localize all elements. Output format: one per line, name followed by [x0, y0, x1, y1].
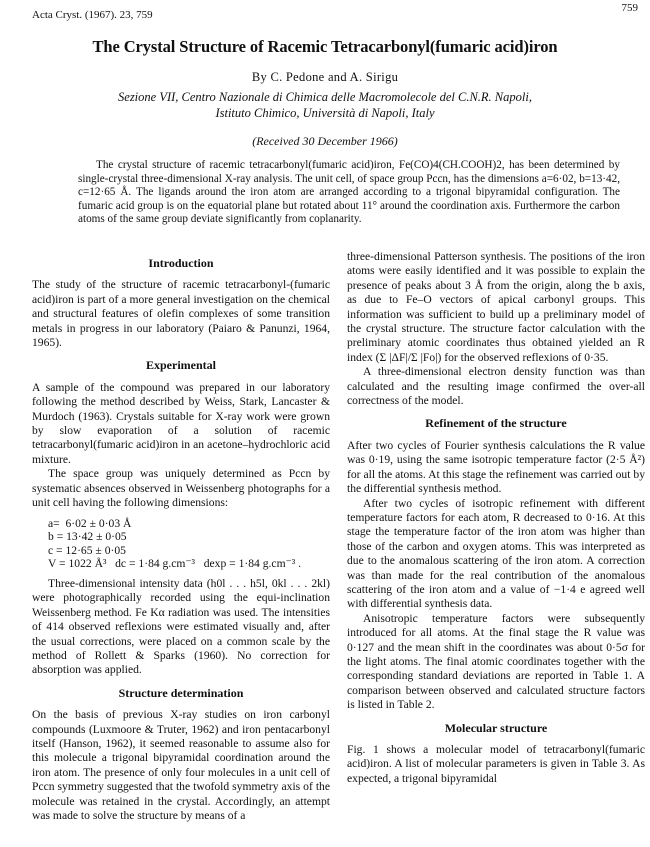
refinement-paragraph-1: After two cycles of Fourier synthesis calculations the R value was 0·19, using the same isotropic temperature factor (2·5 Å²) for all the atoms. At this stage the refinement was carried out by the differential synthesis method.	[347, 438, 645, 496]
journal-reference: Acta Cryst. (1967). 23, 759	[32, 9, 153, 21]
dimension-volume: V = 1022 Å³ dc = 1·84 g.cm⁻³ dexp = 1·84 g.cm⁻³ .	[48, 557, 301, 571]
experimental-heading: Experimental	[146, 358, 216, 373]
page-number: 759	[621, 2, 638, 14]
author-affiliation	[0, 89, 650, 121]
received-date: (Received 30 December 1966)	[252, 134, 398, 148]
experimental-paragraph-3: Three-dimensional intensity data (h0l . . . h5l, 0kl . . . 2kl) were photographically recorded using the equi-inclination Weissenberg method. Fe Kα radiation was used. The intensities of 414 observed reflexions were estimated visually and, after the usual corrections, were placed on a common scale by the method of Rollett & Sparks (1960). No correction for absorption was applied.	[32, 576, 330, 677]
dimension-b: b = 13·42 ± 0·05	[48, 530, 127, 544]
right-column	[347, 250, 645, 786]
molecular-structure-heading: Molecular structure	[444, 720, 548, 735]
article-title: The Crystal Structure of Racemic Tetracarbonyl(fumaric acid)iron	[92, 37, 558, 56]
introduction-heading: Introduction	[148, 256, 214, 270]
unit-cell-dimensions	[48, 517, 330, 571]
affiliation-line-1: Sezione VII, Centro Nazionale di Chimica delle Macromolecole del C.N.R. Napoli,	[118, 90, 532, 104]
refinement-paragraph-3: Anisotropic temperature factors were subsequently introduced for all atoms. At the final stage the R value was 0·127 and the mean shift in the coordinates was about 0·5σ for the light atoms. The final atomic coordinates together with the corresponding standard deviations are reported in Table 1. A comparison between observed and calculated structure factors is listed in Table 2.	[347, 611, 645, 712]
structure-determination-paragraph-1-continued: three-dimensional Patterson synthesis. The positions of the iron atoms were easily identified and it was possible to explain the presence of peaks about 3 Å from the origin, along the b axis, as due to Fe–O vectors of apical carbonyl groups. This information was sufficient to build up a preliminary model of the crystal structure. The structure factor calculation with the preliminary atomic coordinates thus obtained yielded an R index (Σ |ΔF|/Σ |Fo|) for the observed reflexions of 0·35.	[347, 250, 645, 364]
left-column	[32, 250, 330, 823]
refinement-heading: Refinement of the structure	[425, 416, 567, 431]
abstract-text: The crystal structure of racemic tetracarbonyl(fumaric acid)iron, Fe(CO)4(CH.COOH)2, has been determined by single-crystal three-dimensional X-ray analysis. The unit cell, of space group Pccn, has the dimensions a=6·02, b=13·42, c=12·65 Å. The ligands around the iron atom are arranged according to a trigonal bipyramidal configuration. The fumaric acid group is on the equatorial plane but rotated about 11° around the coordination axis. Furthermore the carbon atoms of the same group deviate significantly from coplanarity.	[78, 159, 620, 226]
affiliation-line-2: Istituto Chimico, Università di Napoli, Italy	[215, 106, 435, 120]
experimental-paragraph-2: The space group was uniquely determined as Pccn by systematic absences observed in Weissenberg photographs for a unit cell having the following dimensions:	[32, 467, 330, 510]
abstract	[78, 159, 620, 227]
dimension-c: c = 12·65 ± 0·05	[48, 543, 126, 557]
refinement-paragraph-2: After two cycles of isotropic refinement with different temperature factors for each atom, R decreased to 0·16. At this stage the temperature factor of the iron atom was higher than those of the carbon and oxygen atoms. This was interpreted as due to the anomalous scattering of the iron atom. A correction was than made for the real contribution of the anomalous scattering of the iron atom and a value of −1·4 e agreed well with differential synthesis data.	[347, 496, 645, 611]
structure-determination-heading: Structure determination	[118, 685, 244, 700]
structure-determination-paragraph-2: A three-dimensional electron density function was than calculated and the resulting image confirmed the over-all correctness of the model.	[347, 365, 645, 408]
molecular-structure-paragraph-1: Fig. 1 shows a molecular model of tetracarbonyl(fumaric acid)iron. A list of molecular parameters is given in Table 3. As expected, a trigonal bipyramidal	[347, 743, 645, 785]
article-authors: By C. Pedone and A. Sirigu	[251, 70, 399, 84]
structure-determination-paragraph-1: On the basis of previous X-ray studies on iron carbonyl compounds (Luxmoore & Truter, 1962) and iron pentacarbonyl itself (Hanson, 1962), it seemed reasonable to assume also for this molecule a trigonal bipyramidal coordination around the iron atom. The presence of only four molecules in a unit cell of Pccn symmetry suggested that the twofold symmetry axis of the molecule was retained in the crystal. Accordingly, an attempt was made to solve the structure by means of a	[32, 708, 330, 822]
introduction-paragraph: The study of the structure of racemic tetracarbonyl-(fumaric acid)iron is part of a more general investigation on the chemical and structural features of olefin complexes of some transition metals in progress in our laboratory (Paiaro & Panunzi, 1964, 1965).	[32, 278, 330, 350]
dimension-a: a= 6·02 ± 0·03 Å	[48, 516, 132, 530]
experimental-paragraph-1: A sample of the compound was prepared in our laboratory following the method described by Weiss, Stark, Lancaster & Murdoch (1963). Crystals suitable for X-ray work were grown by slow evaporation of a solution of racemic tetracarbonyl(fumaric acid)iron in an acetone–hydrochloric acid mixture.	[32, 380, 330, 466]
